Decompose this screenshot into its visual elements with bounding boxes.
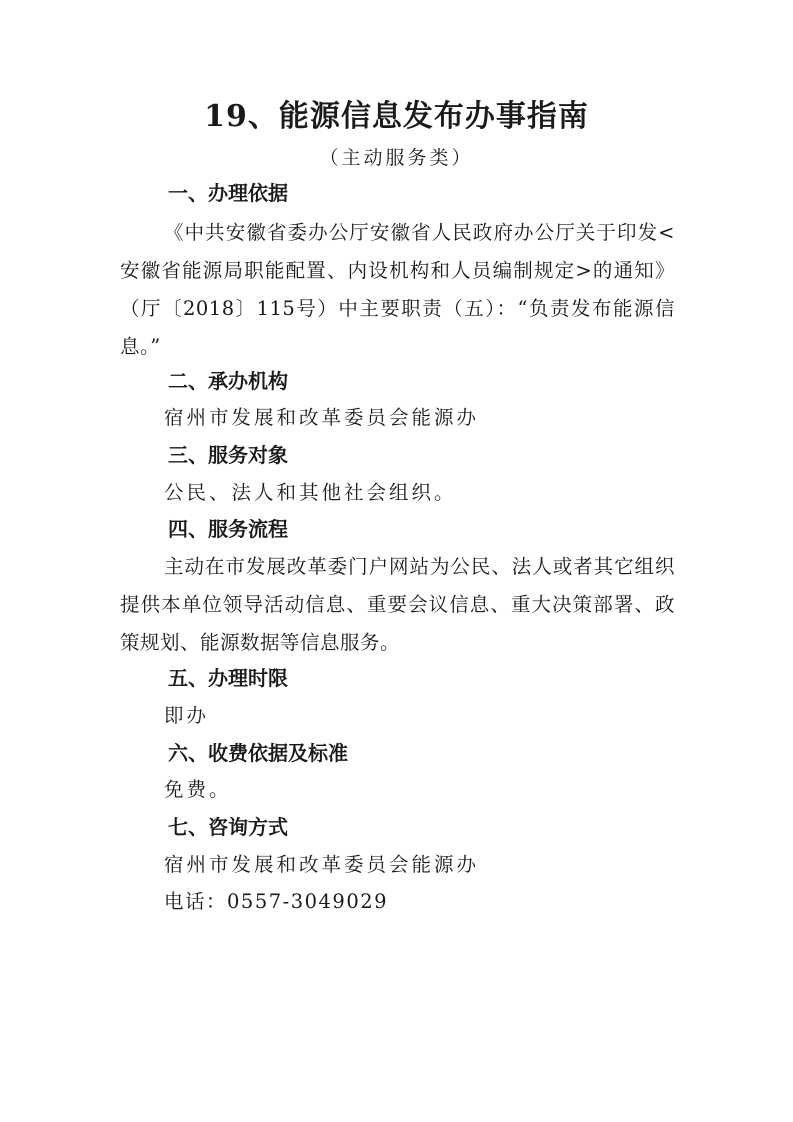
section-heading-time-limit: 五、办理时限 xyxy=(168,666,288,690)
section-body-fees: 免费。 xyxy=(164,778,232,801)
contact-phone: 电话：0557-3049029 xyxy=(164,890,389,913)
section-body-agency: 宿州市发展和改革委员会能源办 xyxy=(164,406,480,429)
section-heading-process: 四、服务流程 xyxy=(168,517,288,541)
document-subtitle: （主动服务类） xyxy=(319,147,474,169)
section-body-contact: 宿州市发展和改革委员会能源办 xyxy=(164,853,480,876)
section-body-process: 主动在市发展改革委门户网站为公民、法人或者其它组织提供本单位领导活动信息、重要会议信息、重大决策部署、政策规划、能源数据等信息服务。 xyxy=(120,555,675,654)
section-heading-fees: 六、收费依据及标准 xyxy=(168,741,348,765)
section-heading-agency: 二、承办机构 xyxy=(168,369,288,393)
section-body-basis: 《中共安徽省委办公厅安徽省人民政府办公厅关于印发<安徽省能源局职能配置、内设机构和人员编制规定>的通知》（厅〔2018〕115号）中主要职责（五）：“负责发布能源信息。” xyxy=(120,221,675,358)
section-heading-audience: 三、服务对象 xyxy=(168,443,288,467)
document-title: 19、能源信息发布办事指南 xyxy=(204,99,589,134)
section-heading-contact: 七、咨询方式 xyxy=(168,815,288,839)
section-body-audience: 公民、法人和其他社会组织。 xyxy=(164,481,457,504)
section-body-time-limit: 即办 xyxy=(164,704,210,727)
section-heading-basis: 一、办理依据 xyxy=(168,181,288,205)
